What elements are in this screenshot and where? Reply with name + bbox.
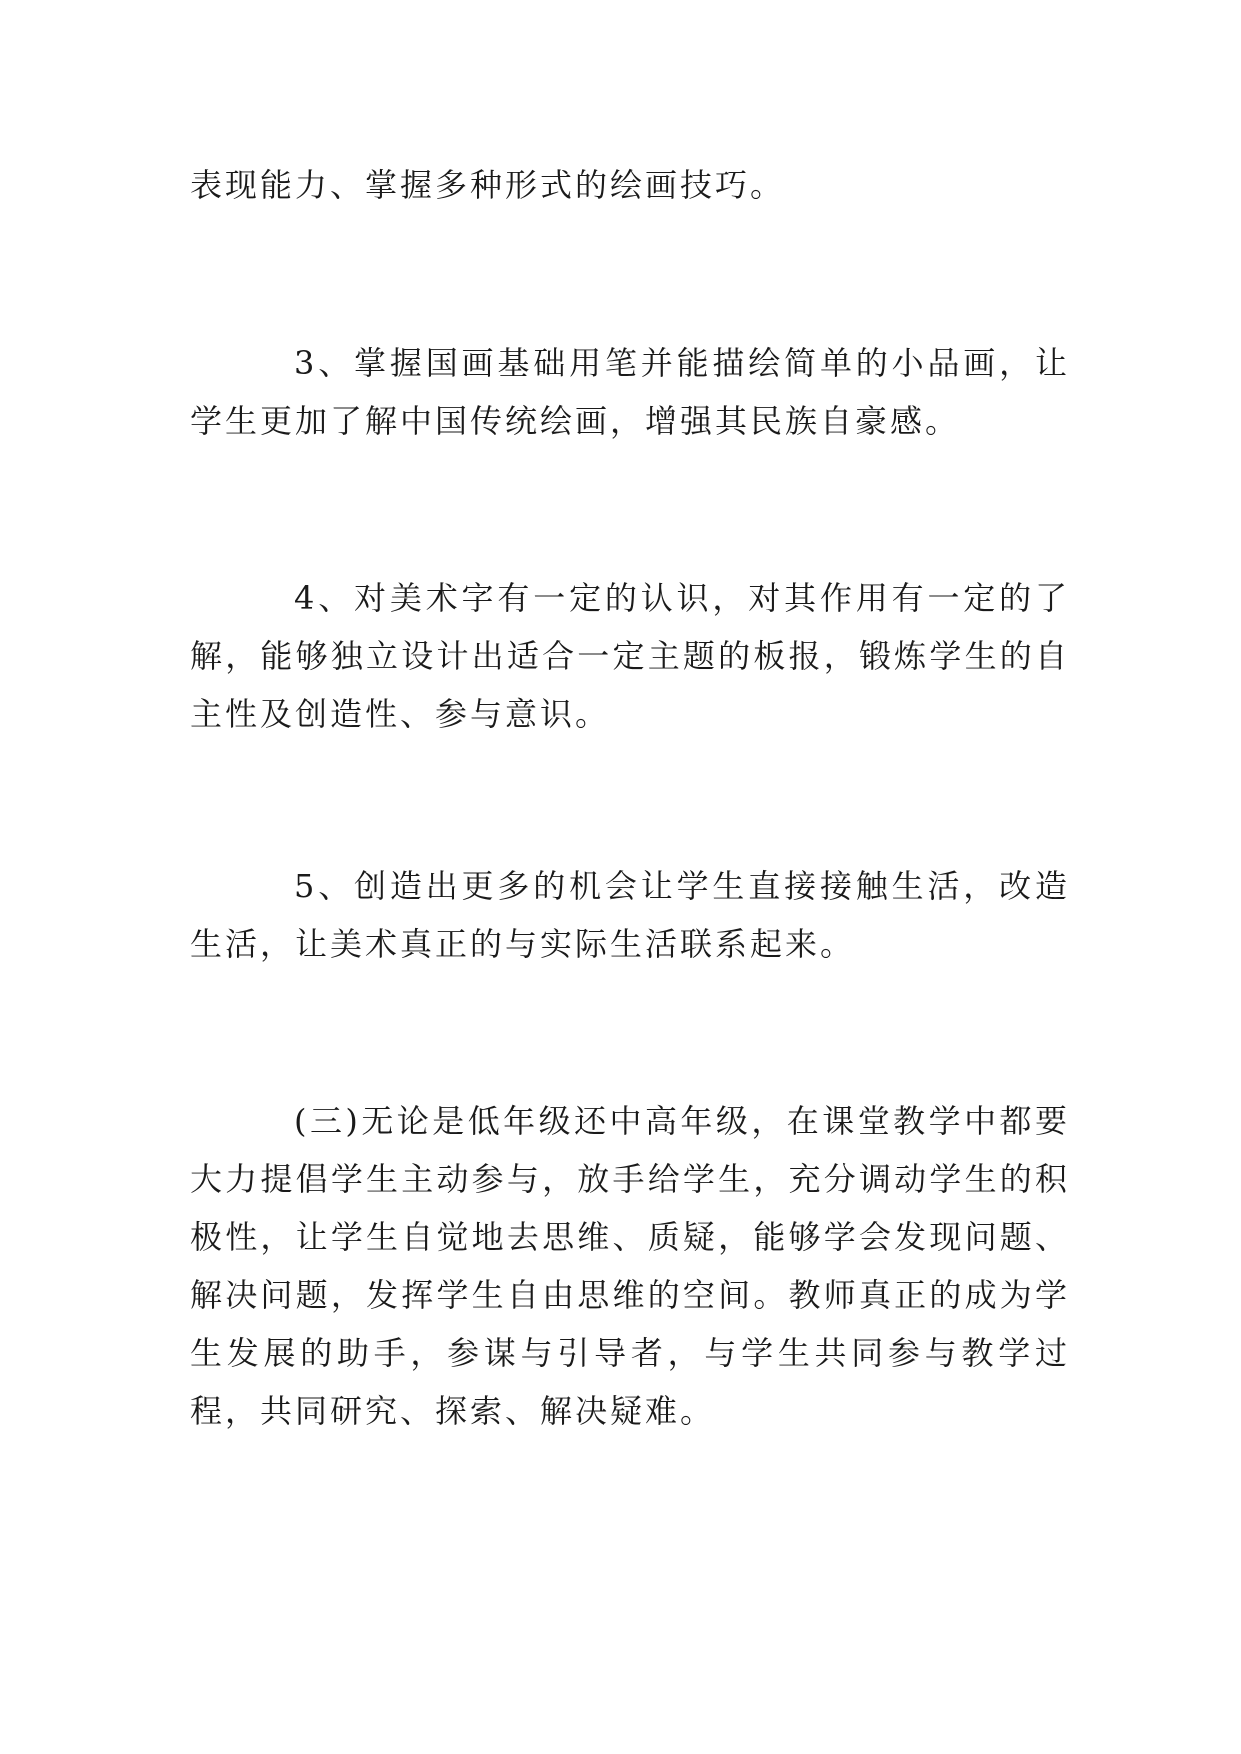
paragraph-text: (三)无论是低年级还中高年级，在课堂教学中都要大力提倡学生主动参与，放手给学生，充分调动学生的积极性，让学生自觉地去思维、质疑，能够学会发现问题、解决问题，发挥学生自由思维的空间。教师真正的成为学生发展的助手，参谋与引导者，与学生共同参与教学过程，共同研究、探索、解决疑难。	[190, 1102, 1070, 1430]
paragraph-section-3	[190, 1092, 1070, 1440]
paragraph-text: 4、对美术字有一定的认识，对其作用有一定的了解，能够独立设计出适合一定主题的板报，锻炼学生的自主性及创造性、参与意识。	[190, 579, 1070, 733]
paragraph-text: 表现能力、掌握多种形式的绘画技巧。	[190, 166, 786, 204]
paragraph-item-5	[190, 857, 1070, 973]
paragraph-item-4	[190, 569, 1070, 743]
paragraph-text: 5、创造出更多的机会让学生直接接触生活，改造生活，让美术真正的与实际生活联系起来。	[190, 867, 1070, 963]
paragraph-continuation	[190, 156, 1070, 214]
paragraph-item-3	[190, 334, 1070, 450]
paragraph-text: 3、掌握国画基础用笔并能描绘简单的小品画，让学生更加了解中国传统绘画，增强其民族自豪感。	[190, 344, 1070, 440]
